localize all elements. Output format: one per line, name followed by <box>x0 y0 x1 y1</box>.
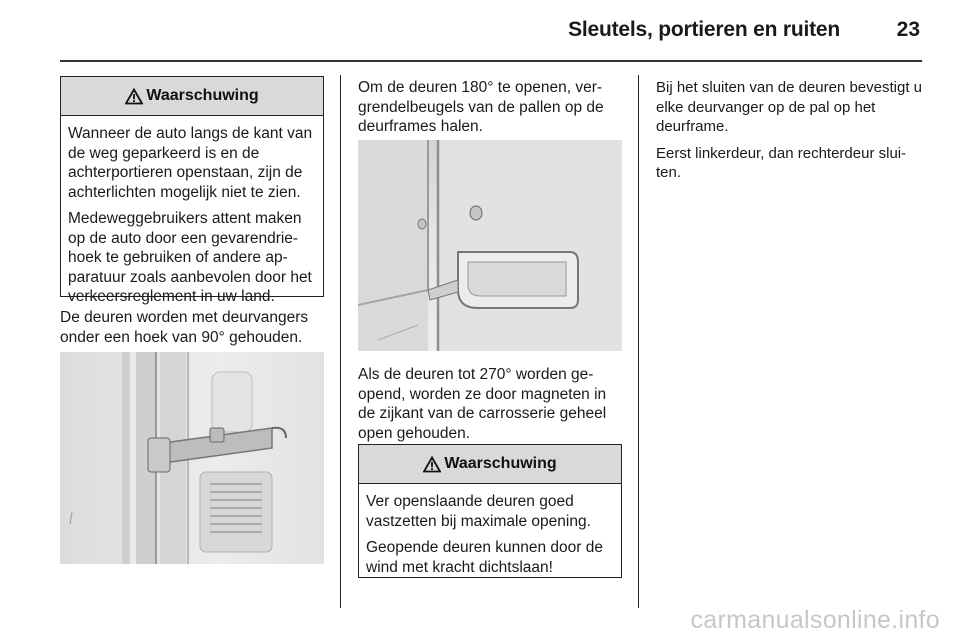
page-number: 23 <box>896 18 920 41</box>
warning-box-left <box>60 76 324 305</box>
paragraph-text: De deuren worden met deurvangers onder een hoek van 90° gehouden. <box>60 309 309 346</box>
paragraph-text: Eerst linkerdeur, dan rechterdeur slui-ten. <box>656 144 907 181</box>
warning-heading <box>359 445 621 484</box>
warning-paragraph: Wanneer de auto langs de kant van de weg geparkeerd is en de achterportieren openstaan, zijn de achterlichten mogelijk niet te zien. <box>68 125 313 201</box>
warning-paragraph: Geopende deuren kunnen door de wind met kracht dichtslaan! <box>366 539 604 576</box>
page-header-title: Sleutels, portieren en ruiten <box>568 18 840 41</box>
warning-heading-text: Waarschuwing <box>146 87 259 104</box>
column-divider-right <box>638 75 639 608</box>
body-paragraph <box>656 78 928 190</box>
door-latch-illustration <box>358 140 622 351</box>
body-paragraph <box>358 78 626 144</box>
paragraph-text: Om de deuren 180° te openen, ver-grendelbeugels van de pallen op de deurframes halen. <box>358 79 604 135</box>
paragraph-text: Bij het sluiten van de deuren bevestigt u elke deurvanger op de pal op het deurframe. <box>656 79 923 135</box>
warning-triangle-icon <box>125 88 143 105</box>
warning-paragraph: Medeweggebruikers attent maken op de auto door een gevarendrie-hoek te gebruiken of andere ap-paratuur zoals aanbevolen door het verkeersreglement in uw land. <box>68 210 312 305</box>
body-paragraph <box>60 308 328 354</box>
header-divider <box>60 60 922 62</box>
warning-box-middle <box>358 444 622 578</box>
warning-paragraph: Ver openslaande deuren goed vastzetten bij maximale opening. <box>366 493 591 530</box>
body-paragraph <box>358 365 626 450</box>
column-divider-left <box>340 75 341 608</box>
door-check-strap-illustration <box>60 352 324 564</box>
warning-triangle-icon <box>423 456 441 473</box>
warning-heading-text: Waarschuwing <box>444 455 557 472</box>
warning-heading <box>61 77 323 116</box>
watermark-text: carmanualsonline.info <box>690 606 940 634</box>
paragraph-text: Als de deuren tot 270° worden ge-opend, worden ze door magneten in de zijkant van de carrosserie geheel open gehouden. <box>358 366 607 442</box>
